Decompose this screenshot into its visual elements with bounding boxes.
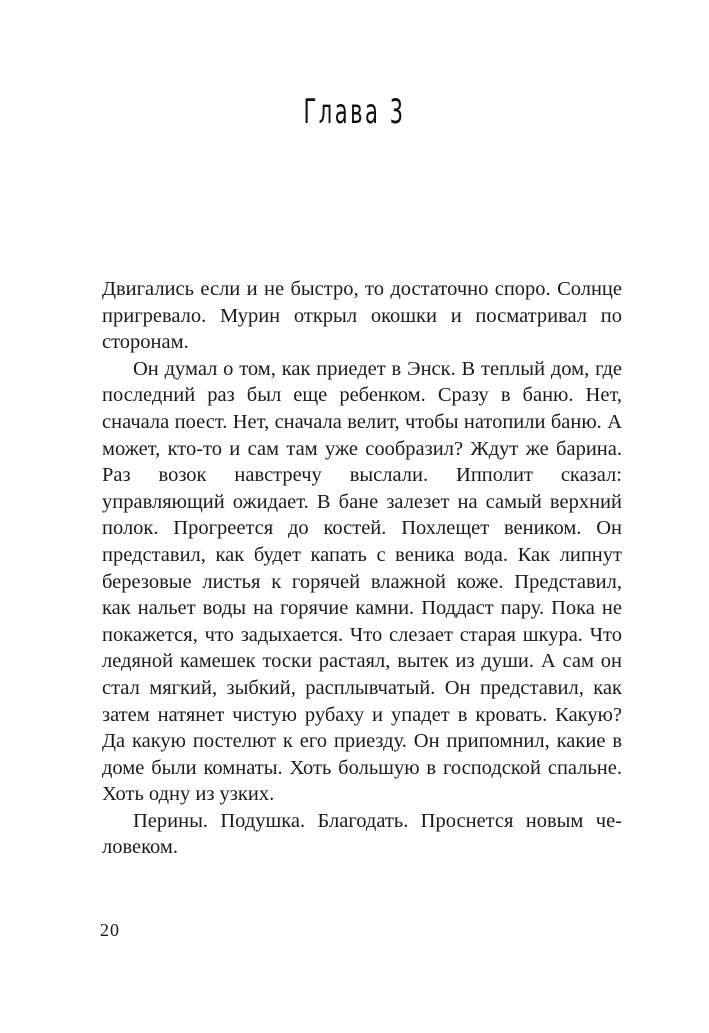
page-number: 20	[100, 920, 120, 940]
chapter-title: Глава 3	[303, 92, 406, 132]
paragraph: Он думал о том, как приедет в Энск. В теплый дом, где последний раз был еще ребенком. Сразу в баню. Нет, сначала поест. Нет, сначала велит, чтобы натопили баню. А может, кто-то и сам там уже сообразил? Ждут же барина. Раз возок навстречу выслали. Ипполит сказал: управляющий ожидает. В бане залезет на самый верхний полок. Прогреется до костей. Похлещет веником. Он представил, как будет капать с веника вода. Как липнут березовые листья к горячей влажной коже. Представил, как нальет воды на горячие камни. Поддаст пару. Пока не покажется, что задыхается. Что слезает старая шкура. Что ледяной камешек тоски растаял, вытек из души. А сам он стал мягкий, зыбкий, расплывчатый. Он представил, как затем натянет чистую рубаху и упадет в кровать. Какую? Да какую постелют к его приезду. Он припомнил, какие в доме были комнаты. Хоть большую в господской спальне. Хоть одну из узких.	[102, 357, 622, 806]
paragraph: Двигались если и не быстро, то достаточно споро. Солнце пригревало. Мурин открыл окошки и посматривал по сторонам.	[102, 278, 622, 354]
paragraph: Перины. Подушка. Благодать. Проснется новым человеком.	[102, 809, 622, 859]
body-text	[102, 276, 622, 861]
